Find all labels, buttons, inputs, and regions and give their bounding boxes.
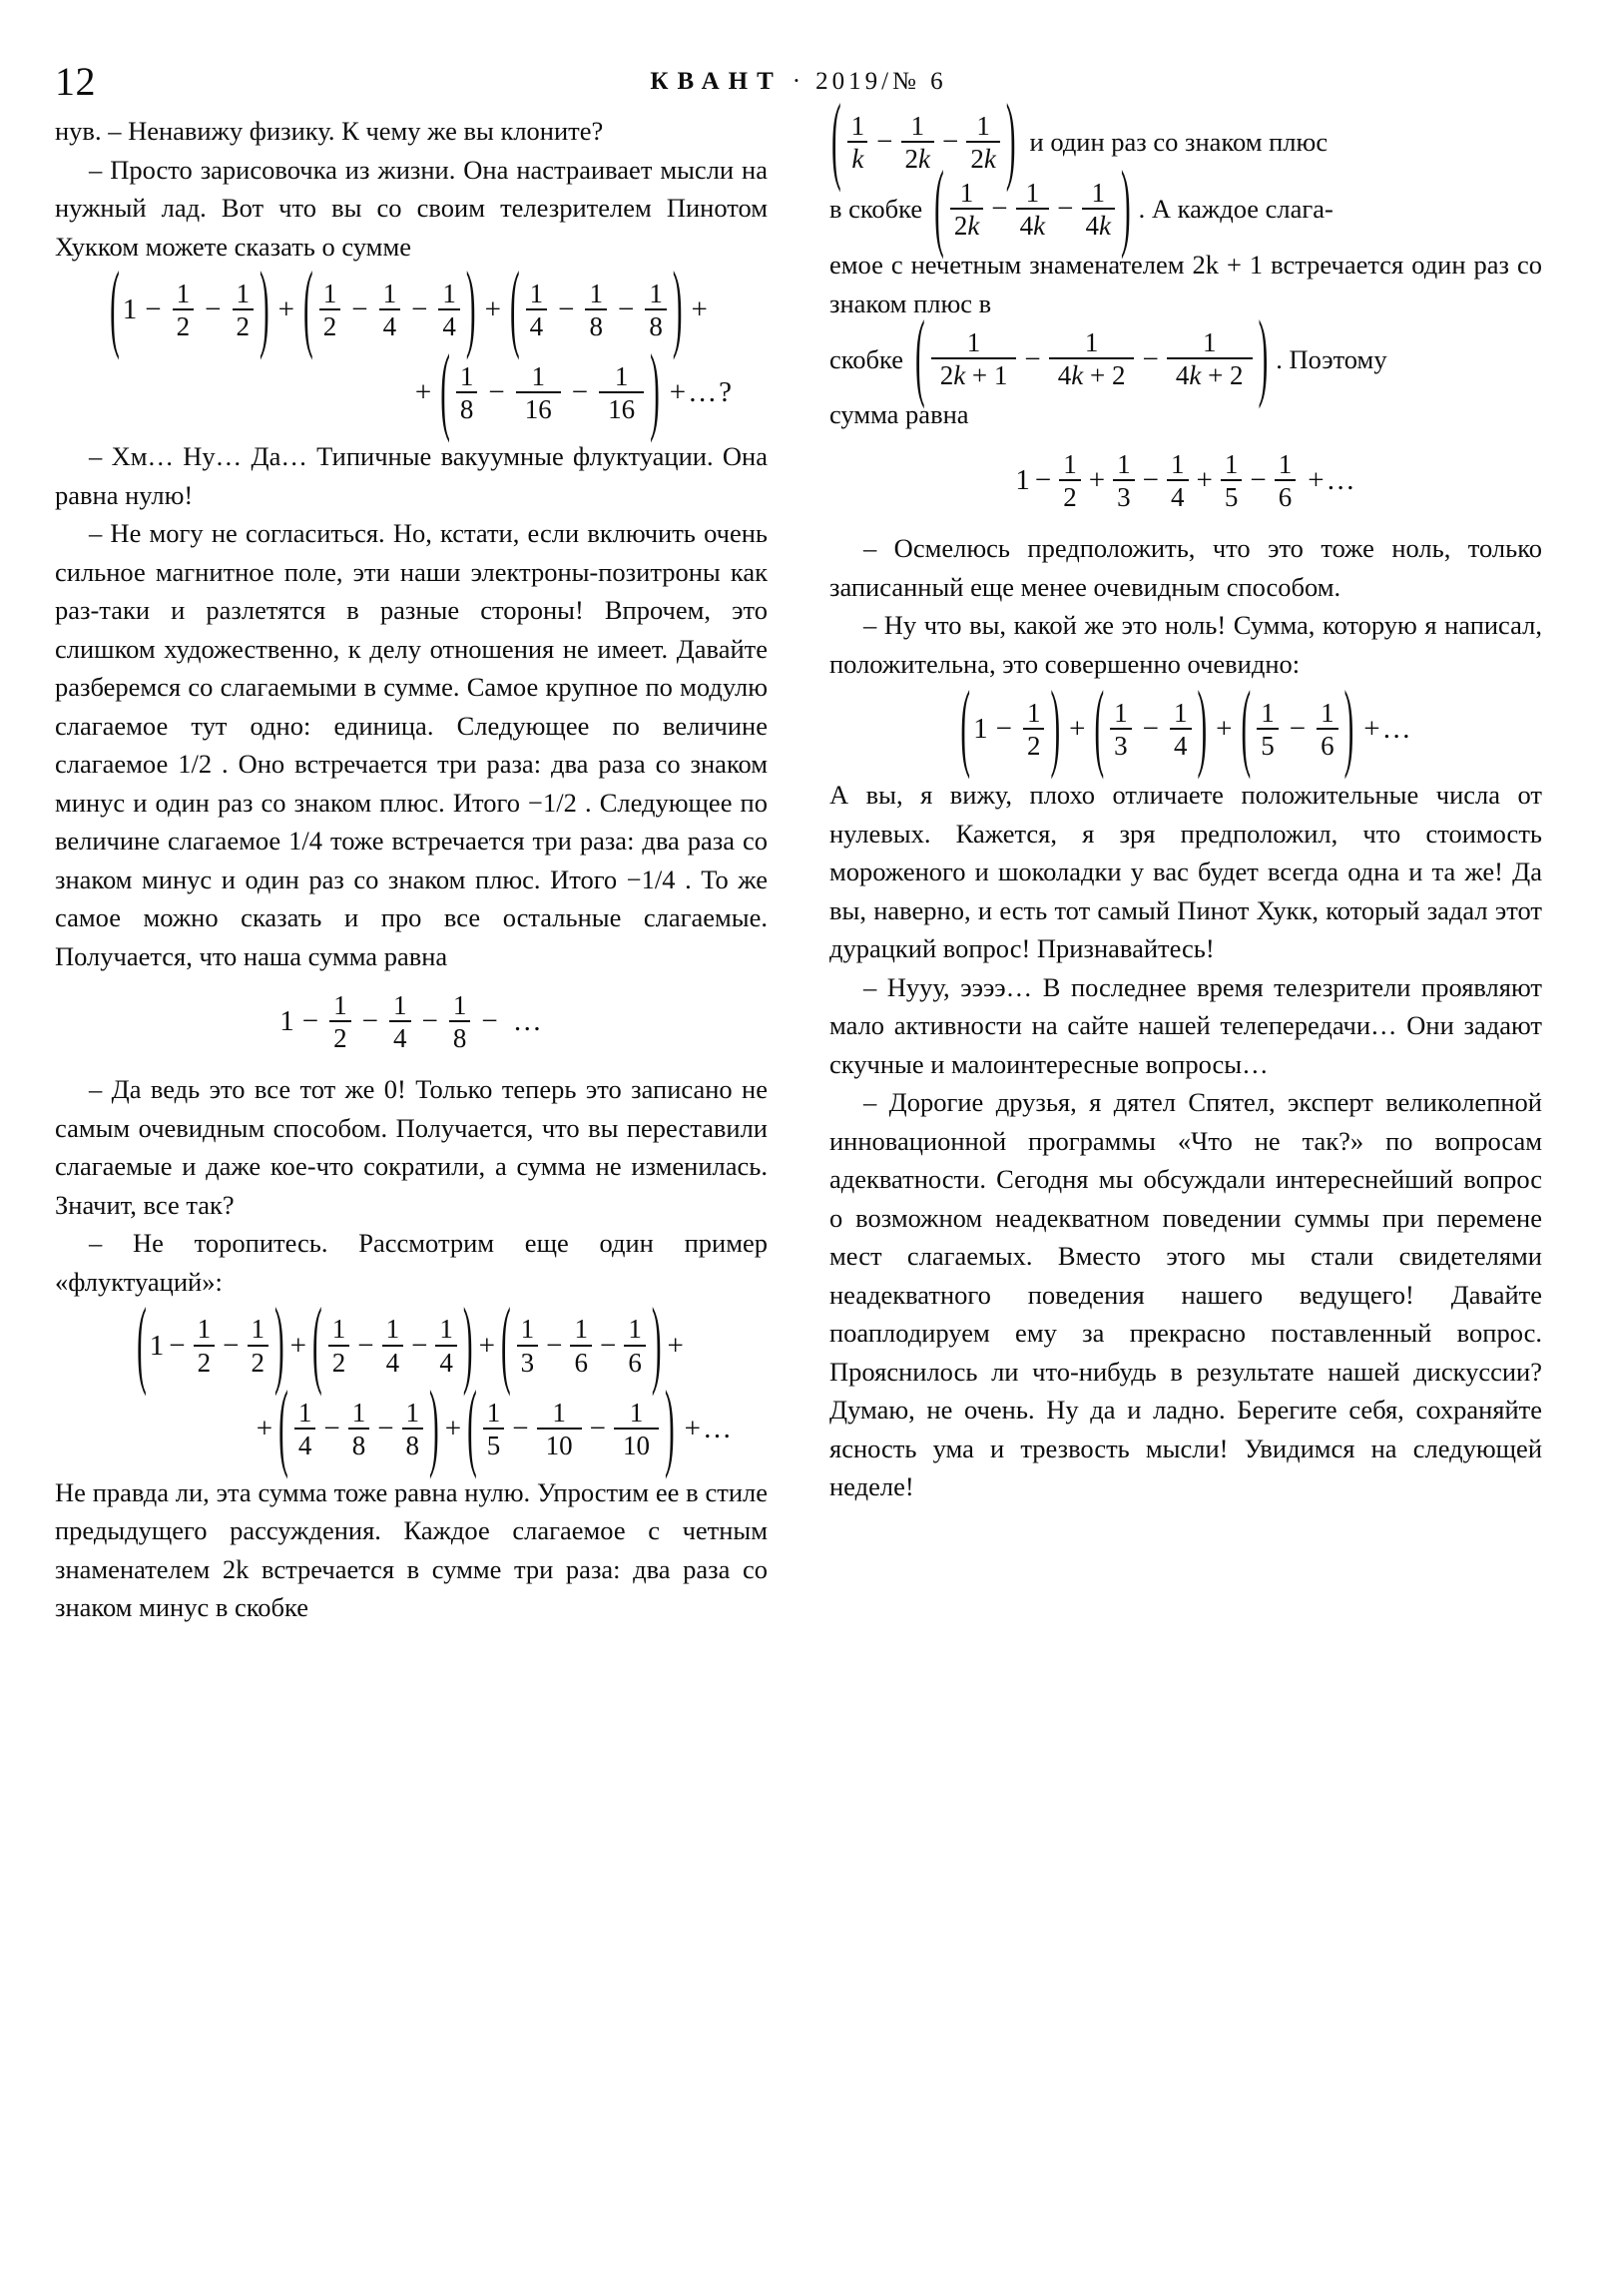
right-paren: ) <box>462 1289 473 1399</box>
left-paren: ( <box>934 153 944 263</box>
left-paren: ( <box>440 336 450 446</box>
paragraph: А вы, я вижу, плохо отличаете положительные числа от нулевых. Кажется, я зря предположил, что стоимость мороженого и шоколадки у вас будет всегда одна и та же! Да вы, наверно, и есть тот самый Пинот Хукк, который задал этот дурацкий вопрос! Признавайтесь! <box>829 780 1542 964</box>
right-paren: ) <box>1343 673 1354 783</box>
fraction: $\frac{1}{2}$ <box>190 1315 220 1376</box>
paragraph: – Дорогие друзья, я дятел Спятел, эксперт великолепной инновационной программы «Что не так?» по вопросам адекватности. Сегодня мы обсуждали интереснейший вопрос о возможном неадекватном поведении суммы при перемене мест слагаемых. Вместо этого мы стали свидетелями неадекватного поведения нашего ведущего! Давайте поаплодируем ему за прекрасно поставленный вопрос. Прояснилось ли что-нибудь в результате нашей дискуссии? Думаю, не очень. Ну да и ладно. Берегите себя, сохраняйте ясность ума и трезвость мысли! Увидимся на следующей неделе! <box>829 1087 1542 1502</box>
text-fragment: и один раз со знаком плюс <box>1029 127 1329 158</box>
plus-sign: + <box>478 1329 495 1362</box>
fraction: $\frac{1}{4k + 2}$ <box>1163 328 1257 389</box>
plus-sign: + <box>484 293 501 326</box>
minus-sign: − <box>488 376 505 409</box>
fraction: $\frac{1}{4}$ <box>385 991 415 1052</box>
fraction: $\frac{1}{4k}$ <box>1078 179 1119 240</box>
minus-sign: − <box>1142 713 1159 746</box>
fraction: $\frac{1}{10}$ <box>610 1399 663 1459</box>
fraction: $\frac{1}{4}$ <box>1166 699 1196 760</box>
two-column-body <box>55 86 1542 2228</box>
formula-3-line-2 <box>55 1373 768 1481</box>
left-paren: ( <box>500 1289 511 1399</box>
operator: − <box>1034 464 1052 497</box>
plus-sign: + <box>1069 713 1086 746</box>
minus-sign: − <box>571 376 589 409</box>
left-paren: ( <box>312 1289 322 1399</box>
right-paren: ) <box>260 254 269 363</box>
minus-sign: − <box>599 1329 617 1362</box>
left-paren: ( <box>915 302 925 412</box>
fraction: $\frac{1}{4}$ <box>434 280 464 340</box>
fraction: $\frac{1}{2}$ <box>324 1315 354 1376</box>
plus-sign: + <box>1216 713 1233 746</box>
fraction: $\frac{1}{2k}$ <box>946 179 987 240</box>
formula-tail: … <box>512 1005 544 1038</box>
right-paren: ) <box>664 1373 675 1481</box>
display-formula-5 <box>829 673 1542 783</box>
minus-sign: − <box>301 1005 319 1038</box>
paragraph: Не правда ли, эта сумма тоже равна нулю. Упростим ее в стиле предыдущего рассуждения. Каждое слагаемое с четным знаменателем 2k встречается в сумме три раза: два раза со знаком минус в скобке <box>55 1476 768 1623</box>
left-paren: ( <box>831 86 841 196</box>
fraction: $\frac{1}{4}$ <box>522 280 552 340</box>
fraction: $\frac{1}{8}$ <box>641 280 671 340</box>
fraction: $\frac{1}{2}$ <box>169 280 199 340</box>
fraction: $\frac{1}{2}$ <box>1055 450 1085 511</box>
left-paren: ( <box>1094 673 1105 783</box>
minus-sign: − <box>546 1329 563 1362</box>
minus-sign: − <box>1142 342 1159 375</box>
minus-sign: − <box>481 1005 498 1038</box>
paragraph: – Нууу, ээээ… В последнее время телезрители проявляют мало активности на сайте нашей телепередачи… Они задают скучные и малоинтересные вопросы… <box>829 971 1542 1079</box>
minus-sign: − <box>205 293 222 326</box>
fraction: $\frac{1}{2}$ <box>325 991 355 1052</box>
paragraph: – Ну что вы, какой же это ноль! Сумма, которую я написал, положительна, это совершенно очевидно: <box>829 610 1542 679</box>
fraction: $\frac{1}{6}$ <box>620 1315 650 1376</box>
left-paren: ( <box>137 1289 147 1399</box>
minus-sign: − <box>421 1005 438 1038</box>
fraction: $\frac{1}{5}$ <box>1217 450 1247 511</box>
operator: + <box>1088 464 1106 497</box>
fraction: $\frac{1}{16}$ <box>595 362 648 423</box>
plus-sign: + <box>277 293 295 326</box>
formula-1-line-1 <box>55 254 768 363</box>
operator: − <box>1142 464 1159 497</box>
paragraph: – Хм… Ну… Да… Типичные вакуумные флуктуации. Она равна нулю! <box>55 441 768 510</box>
formula-2-row <box>55 991 768 1052</box>
left-paren: ( <box>278 1373 288 1481</box>
fraction: $\frac{1}{2}$ <box>315 280 345 340</box>
paragraph: – Не могу не согласиться. Но, кстати, если включить очень сильное магнитное поле, эти наши электроны-позитроны как раз-таки и разлетятся в разные стороны! Впрочем, это слишком художественно, к делу отношения не имеет. Давайте разберемся со слагаемыми в сумме. Самое крупное по модулю слагаемое тут одно: единица. Следующее по величине слагаемое 1/2 . Оно встречается три раза: два раза со знаком минус и один раз со знаком плюс. Итого −1/2 . Следующее по величине слагаемое 1/4 тоже встречается три раза: два раза со знаком минус и один раз со знаком плюс. Итого −1/4 . То же самое можно сказать и про все остальные слагаемые. Получается, что наша сумма равна <box>55 518 768 971</box>
right-paren: ) <box>1197 673 1208 783</box>
paragraph: – Просто зарисовочка из жизни. Она настраивает мысли на нужный лад. Вот что вы со своим телезрителем Пинотом Хукком можете сказать о сумме <box>55 154 768 262</box>
minus-sign: − <box>351 293 368 326</box>
minus-sign: − <box>145 293 162 326</box>
right-paren: ) <box>1258 302 1269 412</box>
inline-math-bracket-even-half <box>829 153 1542 263</box>
term-integer: 1 <box>1015 464 1030 497</box>
paragraph: сумма равна <box>829 399 969 430</box>
minus-sign: − <box>169 1329 186 1362</box>
formula-5-row <box>829 673 1542 783</box>
term-integer: 1 <box>973 713 988 746</box>
left-paren: ( <box>1241 673 1252 783</box>
folio-page-number: 12 <box>55 59 96 104</box>
fraction: $\frac{1}{2k}$ <box>897 112 938 173</box>
term-integer: 1 <box>122 293 138 326</box>
term-integer: 1 <box>149 1329 165 1362</box>
journal-name: КВАНТ <box>650 68 783 95</box>
display-formula-3 <box>55 1289 768 1481</box>
fraction: $\frac{1}{2}$ <box>244 1315 273 1376</box>
right-paren: ) <box>1120 153 1131 263</box>
minus-sign: − <box>223 1329 240 1362</box>
paragraph: – Осмелюсь предположить, что это тоже ноль, только записанный еще менее очевидным способом. <box>829 533 1542 602</box>
right-paren: ) <box>1005 86 1016 196</box>
left-paren: ( <box>110 254 120 363</box>
fraction: $\frac{1}{8}$ <box>452 362 482 423</box>
fraction: $\frac{1}{5}$ <box>479 1399 509 1459</box>
fraction: $\frac{1}{2k + 1}$ <box>927 328 1021 389</box>
plus-sign: + <box>256 1412 273 1444</box>
left-paren: ( <box>509 254 520 363</box>
fraction: $\frac{1}{2}$ <box>1019 699 1049 760</box>
paragraph: – Не торопитесь. Рассмотрим еще один пример «флуктуаций»: <box>55 1228 768 1297</box>
minus-sign: − <box>512 1412 529 1444</box>
inline-math-bracket-odd <box>829 302 1542 412</box>
formula-3-line-1 <box>55 1289 768 1399</box>
formula-tail: +… <box>1363 713 1413 746</box>
fraction: $\frac{1}{4}$ <box>1163 450 1193 511</box>
minus-sign: − <box>377 1412 394 1444</box>
plus-sign: + <box>667 1329 684 1362</box>
right-paren: ) <box>1050 673 1061 783</box>
minus-sign: − <box>995 713 1012 746</box>
formula-tail: +…? <box>669 376 734 409</box>
minus-sign: − <box>1024 342 1041 375</box>
page-header <box>0 38 1597 104</box>
minus-sign: − <box>876 126 893 159</box>
fraction: $\frac{1}{4k}$ <box>1012 179 1053 240</box>
text-fragment: в скобке <box>829 194 923 225</box>
fraction: $\frac{1}{3}$ <box>1109 450 1139 511</box>
formula-1-line-2 <box>55 336 768 446</box>
minus-sign: − <box>357 1329 374 1362</box>
formula-4-row <box>829 450 1542 511</box>
left-paren: ( <box>467 1373 477 1481</box>
right-paren: ) <box>651 1289 662 1399</box>
fraction: $\frac{1}{10}$ <box>533 1399 586 1459</box>
operator: − <box>1250 464 1267 497</box>
paragraph: нув. – Ненавижу физику. К чему же вы клоните? <box>55 116 604 146</box>
fraction: $\frac{1}{4}$ <box>378 1315 408 1376</box>
plus-sign: + <box>444 1412 462 1444</box>
operator: + <box>1196 464 1213 497</box>
formula-tail: +… <box>1308 464 1357 497</box>
minus-sign: − <box>411 1329 428 1362</box>
term-integer: 1 <box>279 1005 294 1038</box>
issue-label: 2019/№ 6 <box>815 68 947 95</box>
minus-sign: − <box>942 126 959 159</box>
fraction: $\frac{1}{4k + 2}$ <box>1045 328 1139 389</box>
fraction: $\frac{1}{8}$ <box>398 1399 428 1459</box>
display-formula-4 <box>829 450 1542 511</box>
left-paren: ( <box>303 254 313 363</box>
plus-sign: + <box>691 293 708 326</box>
left-column <box>55 112 768 2228</box>
fraction: $\frac{1}{6}$ <box>1313 699 1342 760</box>
fraction: $\frac{1}{2}$ <box>229 280 259 340</box>
left-paren: ( <box>960 673 971 783</box>
display-formula-1 <box>55 254 768 446</box>
fraction: $\frac{1}{4}$ <box>290 1399 320 1459</box>
running-head <box>0 68 1597 96</box>
fraction: $\frac{1}{8}$ <box>445 991 475 1052</box>
text-fragment: . А каждое слага- <box>1138 194 1333 225</box>
text-fragment: . Поэтому <box>1276 343 1387 374</box>
fraction: $\frac{1}{8}$ <box>344 1399 374 1459</box>
fraction: $\frac{1}{6}$ <box>1271 450 1301 511</box>
fraction: $\frac{1}{8}$ <box>581 280 611 340</box>
minus-sign: − <box>361 1005 378 1038</box>
fraction: $\frac{1}{2k}$ <box>962 112 1003 173</box>
fraction: $\frac{1}{16}$ <box>512 362 565 423</box>
minus-sign: − <box>1057 193 1074 226</box>
right-paren: ) <box>274 1289 284 1399</box>
formula-tail: +… <box>684 1412 734 1444</box>
minus-sign: − <box>589 1412 606 1444</box>
minus-sign: − <box>411 293 428 326</box>
fraction: $\frac{1}{k}$ <box>843 112 873 173</box>
fraction: $\frac{1}{6}$ <box>566 1315 596 1376</box>
display-formula-2 <box>55 991 768 1052</box>
right-paren: ) <box>650 336 660 446</box>
right-paren: ) <box>672 254 683 363</box>
minus-sign: − <box>323 1412 340 1444</box>
fraction: $\frac{1}{4}$ <box>375 280 405 340</box>
minus-sign: − <box>558 293 575 326</box>
plus-sign: + <box>414 376 432 409</box>
right-paren: ) <box>429 1373 439 1481</box>
fraction: $\frac{1}{3}$ <box>1106 699 1136 760</box>
minus-sign: − <box>991 193 1008 226</box>
minus-sign: − <box>1289 713 1307 746</box>
fraction: $\frac{1}{4}$ <box>431 1315 461 1376</box>
fraction: $\frac{1}{5}$ <box>1253 699 1283 760</box>
minus-sign: − <box>617 293 635 326</box>
right-column <box>829 86 1542 2228</box>
paragraph: емое с нечетным знаменателем 2k + 1 встречается один раз со знаком плюс в <box>829 250 1542 318</box>
right-paren: ) <box>465 254 476 363</box>
paragraph: – Да ведь это все тот же 0! Только теперь это записано не самым очевидным способом. Получается, что вы переставили слагаемые и даже кое-что сократили, а сумма не изменилась. Значит, все так? <box>55 1074 768 1220</box>
header-separator: · <box>792 68 806 95</box>
plus-sign: + <box>289 1329 307 1362</box>
text-fragment: скобке <box>829 343 904 374</box>
fraction: $\frac{1}{3}$ <box>513 1315 543 1376</box>
